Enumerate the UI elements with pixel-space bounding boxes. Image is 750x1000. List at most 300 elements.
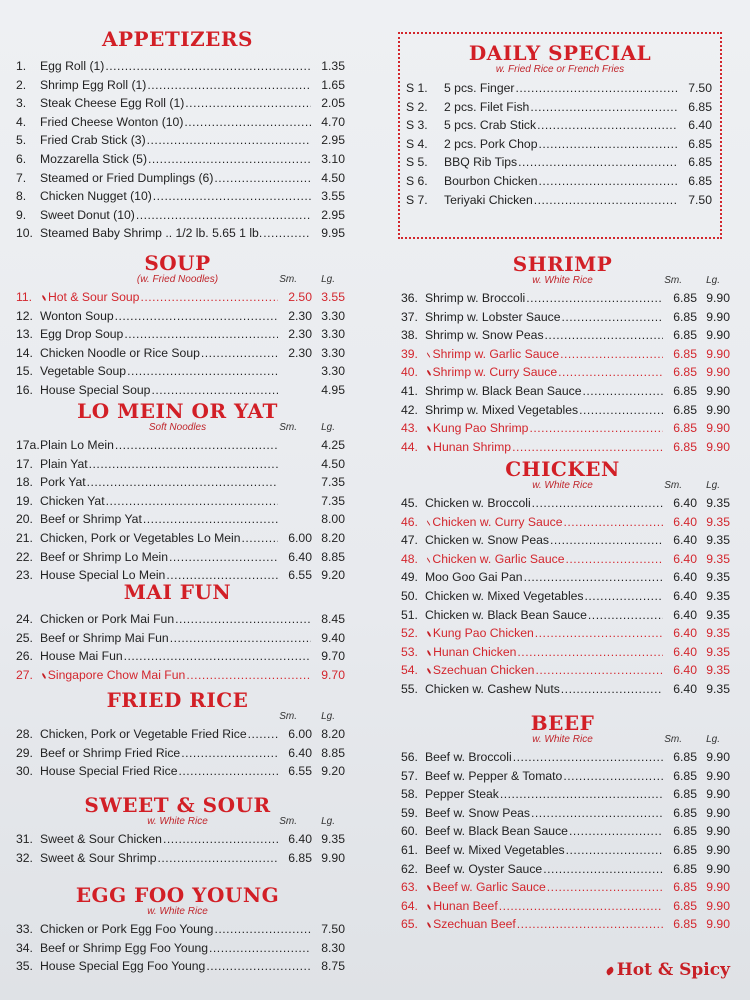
menu-item-row	[10, 920, 345, 939]
item-name: Wonton Soup	[40, 308, 114, 323]
menu-item-row	[10, 610, 345, 629]
item-name: Shrimp w. Mixed Vegetables	[425, 402, 579, 417]
large-size-label: Lg.	[706, 734, 720, 745]
small-price: 6.85	[673, 917, 697, 932]
item-number: 23.	[16, 568, 33, 583]
large-price: 9.35	[706, 533, 730, 548]
menu-item-row	[10, 131, 345, 150]
item-number: 61.	[401, 842, 418, 857]
menu-item-row	[395, 382, 730, 401]
item-name: Beef w. Black Bean Sauce	[425, 824, 568, 839]
item-number: 36.	[401, 291, 418, 305]
large-price: 9.35	[706, 514, 730, 529]
small-price: 6.40	[288, 745, 312, 760]
item-name: Plain Lo Mein	[40, 438, 114, 452]
large-price: 9.90	[706, 365, 730, 380]
menu-item-row	[10, 113, 345, 132]
dot-leader	[206, 957, 311, 976]
large-price: 8.20	[321, 727, 345, 741]
item-number: 26.	[16, 649, 33, 664]
small-price: 6.40	[673, 681, 697, 696]
price: 6.85	[688, 99, 712, 114]
large-price: 4.50	[321, 456, 345, 471]
menu-item-row	[10, 492, 345, 511]
menu-item-row	[10, 150, 345, 169]
menu-item-row	[395, 748, 730, 767]
dot-leader	[534, 191, 678, 210]
menu-item-row	[10, 666, 345, 685]
item-number: S 3.	[406, 118, 428, 133]
item-number: 37.	[401, 309, 418, 324]
dot-leader	[115, 307, 278, 326]
large-price: 4.95	[321, 382, 345, 397]
dot-leader	[532, 494, 663, 513]
item-number: 5.	[16, 133, 27, 148]
small-price: 6.40	[673, 663, 697, 678]
item-name: Beef w. Oyster Sauce	[425, 861, 543, 876]
large-price: 9.90	[706, 768, 730, 783]
small-price: 6.85	[673, 898, 697, 913]
price: 9.70	[321, 649, 345, 664]
item-name: Egg Drop Soup	[40, 327, 124, 342]
item-number: 15.	[16, 364, 33, 379]
large-price: 9.35	[706, 496, 730, 510]
dot-leader	[529, 419, 663, 438]
item-number: 21.	[16, 530, 33, 545]
large-price: 8.00	[321, 512, 345, 527]
item-name: Bourbon Chicken	[444, 173, 538, 188]
item-name: Sweet & Sour Shrimp	[40, 850, 157, 865]
pepper-icon	[426, 352, 431, 358]
item-name: Teriyaki Chicken	[444, 192, 533, 207]
shrimp-section	[395, 253, 730, 456]
item-number: 6.	[16, 151, 27, 166]
section-title: BEEF	[530, 711, 595, 735]
item-name: 5 pcs. Crab Stick	[444, 118, 537, 133]
item-number: 63.	[401, 880, 418, 895]
item-name: Chicken, Pork or Vegetables Lo Mein	[40, 530, 241, 545]
menu-item-row	[395, 804, 730, 823]
menu-item-row	[395, 606, 730, 625]
menu-item-row	[10, 344, 345, 363]
item-number: 39.	[401, 346, 418, 361]
large-price: 8.20	[321, 530, 345, 545]
price: 7.50	[321, 922, 345, 936]
item-number: 14.	[16, 345, 33, 360]
large-price: 9.90	[706, 861, 730, 876]
large-price: 9.90	[706, 309, 730, 324]
section-title: SWEET & SOUR	[84, 793, 271, 817]
item-name: Chicken w. Cashew Nuts	[425, 681, 560, 696]
dot-leader	[263, 224, 311, 243]
price: 6.85	[688, 136, 712, 151]
dot-leader	[179, 762, 278, 781]
section-subtitle: w. White Rice	[532, 480, 593, 491]
dot-leader	[147, 131, 311, 150]
item-number: 33.	[16, 922, 33, 936]
item-number: 27.	[16, 667, 33, 682]
pepper-icon	[426, 668, 431, 674]
small-size-label: Sm.	[279, 816, 297, 827]
item-name: Shrimp w. Black Bean Sauce	[425, 383, 582, 398]
small-price: 6.40	[673, 626, 697, 641]
item-name: Beef or Shrimp Mai Fun	[40, 630, 169, 645]
item-name: 2 pcs. Pork Chop	[444, 136, 538, 151]
menu-item-row	[10, 187, 345, 206]
dot-leader	[140, 288, 278, 307]
large-price: 9.90	[706, 750, 730, 764]
section-subtitle: w. White Rice	[532, 275, 593, 286]
menu-item-row	[395, 513, 730, 532]
item-name: Chicken w. Mixed Vegetables	[425, 588, 584, 603]
item-name: Shrimp w. Broccoli	[425, 291, 526, 305]
item-number: 62.	[401, 861, 418, 876]
item-number: 17.	[16, 456, 33, 471]
item-number: 40.	[401, 365, 418, 380]
item-name: Szechuan Chicken	[432, 663, 535, 678]
small-price: 6.40	[673, 588, 697, 603]
dot-leader	[517, 915, 663, 934]
item-name: House Mai Fun	[40, 649, 123, 664]
dot-leader	[201, 344, 278, 363]
small-price: 6.85	[673, 309, 697, 324]
item-number: S 2.	[406, 99, 428, 114]
menu-item-row	[395, 401, 730, 420]
dot-leader	[105, 57, 311, 76]
large-price: 3.30	[321, 345, 345, 360]
section-title: EGG FOO YOUNG	[75, 883, 280, 907]
item-name: Shrimp w. Lobster Sauce	[425, 309, 561, 324]
item-name: Sweet Donut (10)	[40, 207, 135, 222]
item-name: Vegetable Soup	[40, 364, 127, 379]
large-price: 9.90	[321, 850, 345, 865]
item-number: 30.	[16, 764, 33, 779]
item-name: Chicken w. Broccoli	[425, 496, 531, 510]
pepper-icon	[426, 445, 431, 451]
small-price: 6.85	[673, 842, 697, 857]
item-number: 48.	[401, 551, 418, 566]
dot-leader	[535, 661, 663, 680]
menu-item-row	[10, 744, 345, 763]
item-name: Chicken w. Garlic Sauce	[432, 551, 565, 566]
small-price: 6.85	[673, 768, 697, 783]
dot-leader	[535, 624, 663, 643]
item-number: 53.	[401, 644, 418, 659]
dot-leader	[151, 381, 278, 400]
menu-item-row	[10, 455, 345, 474]
menu-item-row	[400, 79, 712, 98]
item-name: Chicken or Pork Egg Foo Young	[40, 922, 214, 936]
item-name: Shrimp w. Snow Peas	[425, 328, 544, 343]
large-size-label: Lg.	[706, 275, 720, 286]
dot-leader	[543, 860, 663, 879]
pepper-icon	[426, 631, 431, 637]
large-price: 9.90	[706, 328, 730, 343]
dot-leader	[500, 785, 663, 804]
small-size-label: Sm.	[664, 275, 682, 286]
pepper-icon	[426, 650, 431, 656]
dot-leader	[158, 849, 278, 868]
menu-item-row	[395, 624, 730, 643]
item-number: 22.	[16, 549, 33, 564]
small-size-label: Sm.	[279, 274, 297, 285]
large-price: 9.20	[321, 764, 345, 779]
dot-leader	[89, 455, 278, 474]
chicken-section	[395, 458, 730, 699]
item-name: House Special Egg Foo Young	[40, 959, 206, 974]
small-size-label: Sm.	[279, 711, 297, 722]
price: 3.55	[321, 189, 345, 204]
item-name: Beef w. Snow Peas	[425, 805, 531, 820]
item-number: 45.	[401, 496, 418, 510]
item-number: 49.	[401, 570, 418, 585]
menu-item-row	[10, 725, 345, 744]
large-price: 9.35	[706, 588, 730, 603]
large-price: 9.35	[706, 663, 730, 678]
item-number: 59.	[401, 805, 418, 820]
menu-item-row	[395, 767, 730, 786]
small-price: 6.40	[673, 570, 697, 585]
large-price: 3.30	[321, 308, 345, 323]
menu-item-row	[395, 897, 730, 916]
menu-item-row	[400, 135, 712, 154]
small-price: 6.00	[288, 727, 312, 741]
dot-leader	[563, 513, 663, 532]
item-name: Beef w. Pepper & Tomato	[425, 768, 563, 783]
dot-leader	[526, 289, 663, 308]
item-name: Shrimp Egg Roll (1)	[40, 77, 147, 92]
item-name: Beef w. Mixed Vegetables	[425, 842, 565, 857]
menu-item-row	[395, 419, 730, 438]
small-size-label: Sm.	[279, 422, 297, 433]
dot-leader	[518, 153, 678, 172]
pepper-icon	[41, 673, 46, 679]
small-price: 6.85	[288, 850, 312, 865]
item-number: 55.	[401, 681, 418, 696]
dot-leader	[547, 878, 663, 897]
menu-item-row	[395, 326, 730, 345]
dot-leader	[512, 438, 663, 457]
dot-leader	[561, 680, 663, 699]
large-price: 9.35	[706, 681, 730, 696]
menu-item-row	[395, 289, 730, 308]
dot-leader	[169, 548, 278, 567]
item-number: 38.	[401, 328, 418, 343]
daily-special-box	[398, 32, 722, 239]
appetizers-section	[10, 28, 345, 243]
item-number: 60.	[401, 824, 418, 839]
legend-label: Hot & Spicy	[616, 960, 730, 980]
large-size-label: Lg.	[321, 274, 335, 285]
item-number: 44.	[401, 439, 418, 454]
price: 2.05	[321, 96, 345, 111]
item-name: Plain Yat	[40, 456, 88, 471]
large-price: 9.90	[706, 824, 730, 839]
small-price: 6.40	[673, 496, 697, 510]
price: 2.95	[321, 207, 345, 222]
large-price: 9.90	[706, 421, 730, 436]
item-number: 28.	[16, 727, 33, 741]
item-number: S 5.	[406, 155, 428, 170]
price: 9.95	[321, 226, 345, 241]
large-price: 9.90	[706, 787, 730, 802]
item-name: BBQ Rib Tips	[444, 155, 518, 170]
menu-item-row	[10, 529, 345, 548]
section-subtitle: Soft Noodles	[148, 422, 207, 433]
dot-leader	[148, 150, 311, 169]
menu-item-row	[10, 647, 345, 666]
item-name: Pepper Steak	[425, 787, 499, 802]
item-number: 43.	[401, 421, 418, 436]
menu-item-row	[395, 345, 730, 364]
item-number: 16.	[16, 382, 33, 397]
item-number: 24.	[16, 612, 33, 626]
eggfoo-section	[10, 884, 345, 976]
dot-leader	[248, 725, 278, 744]
dot-leader	[153, 187, 311, 206]
price: 9.40	[321, 630, 345, 645]
menu-item-row	[10, 849, 345, 868]
item-name: Fried Cheese Wonton (10)	[40, 114, 184, 129]
large-price: 8.85	[321, 745, 345, 760]
item-name: Chicken, Pork or Vegetable Fried Rice	[40, 727, 247, 741]
small-price: 6.85	[673, 346, 697, 361]
item-name: Moo Goo Gai Pan	[425, 570, 523, 585]
section-title: MAI FUN	[123, 580, 232, 604]
item-number: 64.	[401, 898, 418, 913]
item-number: 31.	[16, 832, 33, 846]
beef-section	[395, 712, 730, 934]
dot-leader	[545, 326, 663, 345]
section-subtitle: w. White Rice	[532, 734, 593, 745]
large-price: 3.30	[321, 327, 345, 342]
hot-spicy-legend	[603, 960, 730, 980]
dot-leader	[585, 587, 663, 606]
item-number: S 7.	[406, 192, 428, 207]
item-name: Hot & Sour Soup	[47, 290, 140, 304]
item-name: Chicken or Pork Mai Fun	[40, 612, 175, 626]
item-name: 5 pcs. Finger	[444, 81, 515, 95]
item-name: Steamed Baby Shrimp .. 1/2 lb. 5.65 1 lb.	[40, 226, 263, 241]
item-number: 50.	[401, 588, 418, 603]
dot-leader	[209, 939, 311, 958]
item-name: Shrimp w. Garlic Sauce	[432, 346, 560, 361]
dot-leader	[175, 610, 311, 629]
dot-leader	[163, 830, 278, 849]
menu-item-row	[395, 878, 730, 897]
section-subtitle: w. Fried Rice or French Fries	[495, 64, 625, 75]
item-name: Sweet & Sour Chicken	[40, 832, 162, 846]
item-name: Beef w. Broccoli	[425, 750, 512, 764]
small-size-label: Sm.	[664, 734, 682, 745]
small-price: 6.85	[673, 328, 697, 343]
dot-leader	[127, 362, 278, 381]
maifun-section	[10, 581, 345, 684]
small-price: 6.40	[673, 644, 697, 659]
dot-leader	[186, 666, 311, 685]
menu-item-row	[10, 224, 345, 243]
dot-leader	[115, 436, 278, 455]
dot-leader	[181, 744, 278, 763]
small-price: 6.00	[288, 530, 312, 545]
pepper-icon	[41, 295, 46, 301]
pepper-icon	[426, 370, 431, 376]
item-number: 25.	[16, 630, 33, 645]
small-price: 6.55	[288, 568, 312, 583]
small-price: 6.85	[673, 787, 697, 802]
dot-leader	[566, 841, 663, 860]
section-subtitle: w. White Rice	[147, 816, 208, 827]
item-number: 3.	[16, 96, 27, 111]
menu-item-row	[10, 548, 345, 567]
menu-item-row	[395, 680, 730, 699]
item-number: 10.	[16, 226, 33, 241]
item-name: Chicken w. Black Bean Sauce	[425, 607, 587, 622]
item-number: S 1.	[406, 81, 428, 95]
menu-item-row	[395, 661, 730, 680]
dot-leader	[524, 568, 663, 587]
small-price: 6.40	[673, 607, 697, 622]
soup-section	[10, 252, 345, 400]
large-price: 9.35	[321, 832, 345, 846]
menu-item-row	[10, 762, 345, 781]
item-name: House Special Soup	[40, 382, 151, 397]
large-size-label: Lg.	[321, 422, 335, 433]
small-price: 6.85	[673, 861, 697, 876]
item-number: 19.	[16, 493, 33, 508]
item-name: Hunan Beef	[433, 898, 498, 913]
item-name: Steamed or Fried Dumplings (6)	[40, 170, 214, 185]
small-price: 6.55	[288, 764, 312, 779]
dot-leader	[565, 550, 663, 569]
item-name: Beef w. Garlic Sauce	[432, 880, 546, 895]
small-price: 6.40	[673, 514, 697, 529]
dot-leader	[136, 206, 311, 225]
price: 4.50	[321, 170, 345, 185]
price: 6.85	[688, 173, 712, 188]
dot-leader	[558, 363, 663, 382]
menu-item-row	[395, 841, 730, 860]
menu-item-row	[10, 510, 345, 529]
menu-item-row	[10, 381, 345, 400]
item-number: 41.	[401, 383, 418, 398]
item-number: 35.	[16, 959, 33, 974]
large-price: 9.90	[706, 842, 730, 857]
item-number: 34.	[16, 940, 33, 955]
price: 3.10	[321, 151, 345, 166]
item-name: 2 pcs. Filet Fish	[444, 99, 530, 114]
lomein-section	[10, 400, 345, 585]
menu-item-row	[10, 288, 345, 307]
dot-leader	[560, 345, 663, 364]
large-size-label: Lg.	[321, 711, 335, 722]
price: 8.75	[321, 959, 345, 974]
menu-item-row	[10, 436, 345, 455]
menu-item-row	[395, 822, 730, 841]
item-number: 13.	[16, 327, 33, 342]
dot-leader	[550, 531, 663, 550]
menu-item-row	[395, 643, 730, 662]
item-name: Steak Cheese Egg Roll (1)	[40, 96, 185, 111]
large-price: 9.90	[706, 439, 730, 454]
dot-leader	[147, 76, 311, 95]
pepper-icon	[426, 557, 431, 563]
small-price: 2.30	[288, 327, 312, 342]
small-price: 6.85	[673, 402, 697, 417]
menu-item-row	[10, 830, 345, 849]
item-number: 1.	[16, 59, 27, 73]
small-price: 2.30	[288, 345, 312, 360]
